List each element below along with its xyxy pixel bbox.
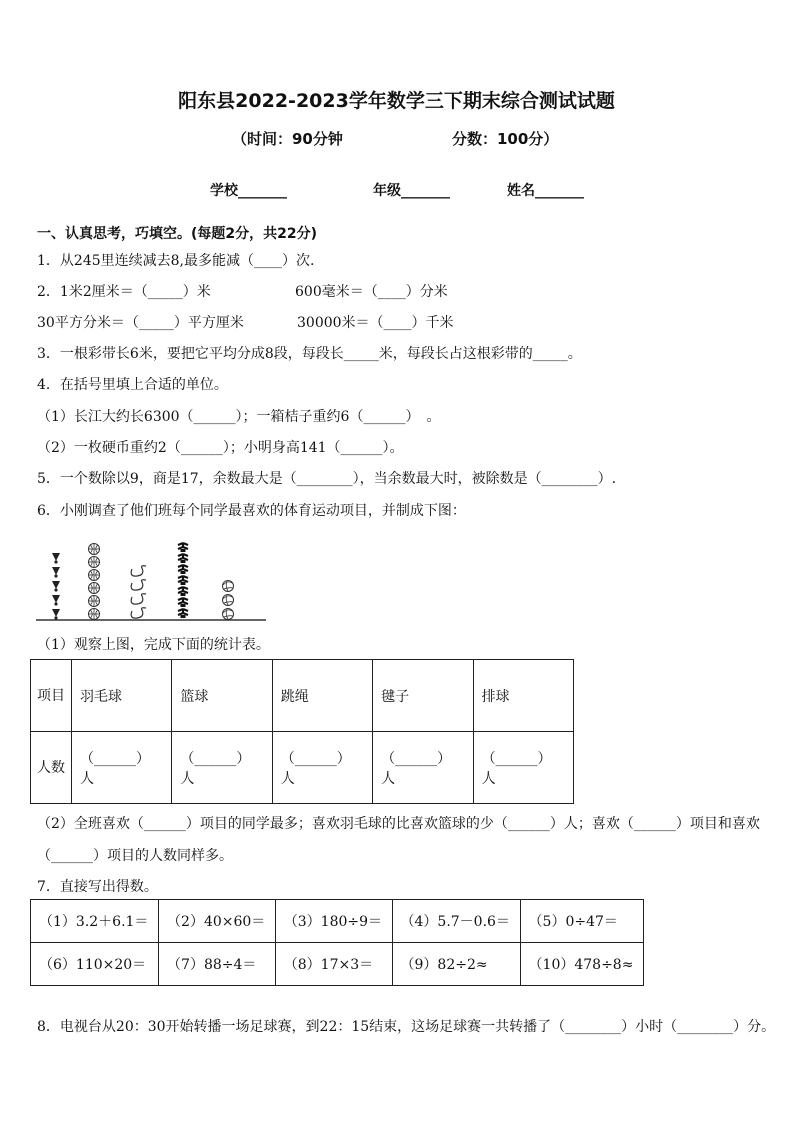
calc-cell[interactable]: （10）478÷8≈ [520, 943, 643, 986]
question-8: 8．电视台从20：30开始转播一场足球赛，到22：15结束，这场足球赛一共转播了（________）小时（________）分。 [37, 1019, 776, 1035]
question-5: 5．一个数除以9，商是17，余数最大是（________），当余数最大时，被除数是（________）. [37, 471, 617, 487]
calc-cell[interactable]: （8）17×3＝ [275, 943, 392, 986]
shuttlecock-icon [52, 595, 60, 606]
exam-score: 分数：100分） [452, 130, 559, 148]
calc-cell[interactable]: （1）3.2＋6.1＝ [31, 900, 159, 943]
jianzi-icon [178, 609, 188, 618]
question-4: 4．在括号里填上合适的单位。 [37, 377, 228, 393]
question-7: 7．直接写出得数。 [37, 879, 158, 895]
calc-cell[interactable]: （6）110×20＝ [31, 943, 159, 986]
badminton-count-blank[interactable]: （______）人 [72, 732, 172, 804]
basketball-icon [89, 544, 100, 555]
table-header-basketball: 篮球 [172, 660, 272, 732]
question-6-2a: （2）全班喜欢（______）项目的同学最多；喜欢羽毛球的比喜欢篮球的少（______）人；喜欢（______）项目和喜欢 [37, 816, 760, 832]
jianzi-icon [178, 576, 188, 585]
question-3: 3．一根彩带长6米，要把它平均分成8段，每段长_____米，每段长占这根彩带的_____。 [37, 346, 582, 362]
jump-rope-icon [131, 580, 146, 590]
volleyball-icon [223, 595, 234, 606]
jianzi-icon [178, 565, 188, 574]
table-row-label-count: 人数 [31, 732, 72, 804]
shuttlecock-icon [52, 609, 60, 620]
basketball-icon [89, 596, 100, 607]
table-header-item: 项目 [31, 660, 72, 732]
jump-rope-icon [131, 566, 146, 576]
shuttlecock-icon [52, 567, 60, 578]
calculation-table [30, 899, 644, 986]
page-title: 阳东县2022-2023学年数学三下期末综合测试试题 [178, 90, 615, 112]
question-2c: 30平方分米＝（_____）平方厘米 [37, 315, 244, 331]
volleyball-icon [223, 581, 234, 592]
calc-cell[interactable]: （4）5.7－0.6＝ [392, 900, 520, 943]
table-header-badminton: 羽毛球 [72, 660, 172, 732]
calc-cell[interactable]: （9）82÷2≈ [392, 943, 520, 986]
table-header-volleyball: 排球 [473, 660, 573, 732]
calc-cell[interactable]: （2）40×60＝ [159, 900, 276, 943]
jump-rope-icon [131, 594, 146, 604]
jianzi-icon [178, 543, 188, 552]
question-6: 6．小刚调查了他们班每个同学最喜欢的体育运动项目，并制成下图： [37, 503, 466, 519]
question-1: 1．从245里连续减去8,最多能减（____）次. [37, 253, 315, 269]
question-4-2: （2）一枚硬币重约2（______）；小明身高141（______）。 [37, 440, 404, 456]
jump-rope-count-blank[interactable]: （______）人 [272, 732, 372, 804]
calc-cell[interactable]: （5）0÷47＝ [520, 900, 643, 943]
exam-time: （时间：90分钟 [232, 130, 343, 148]
table-header-jianzi: 毽子 [373, 660, 473, 732]
basketball-count-blank[interactable]: （______）人 [172, 732, 272, 804]
name-field[interactable]: 姓名_______ [507, 183, 584, 199]
jump-rope-icon [131, 608, 146, 618]
calc-cell[interactable]: （7）88÷4＝ [159, 943, 276, 986]
basketball-icon [89, 557, 100, 568]
jianzi-count-blank[interactable]: （______）人 [373, 732, 473, 804]
jianzi-icon [178, 554, 188, 563]
calc-cell[interactable]: （3）180÷9＝ [275, 900, 392, 943]
grade-field[interactable]: 年级_______ [373, 183, 450, 199]
basketball-icon [89, 609, 100, 620]
basketball-icon [89, 583, 100, 594]
question-6-2b: （______）项目的人数同样多。 [37, 848, 233, 864]
sports-pictograph [36, 528, 266, 624]
volleyball-icon [223, 609, 234, 620]
volleyball-count-blank[interactable]: （______）人 [473, 732, 573, 804]
school-field[interactable]: 学校_______ [210, 183, 287, 199]
question-6-1: （1）观察上图，完成下面的统计表。 [37, 637, 270, 653]
basketball-icon [89, 570, 100, 581]
question-2b: 600毫米＝（____）分米 [295, 284, 448, 300]
section-heading: 一、认真思考，巧填空。(每题2分，共22分) [37, 226, 318, 242]
table-header-jump-rope: 跳绳 [272, 660, 372, 732]
statistics-table [30, 659, 574, 804]
jianzi-icon [178, 598, 188, 607]
question-4-1: （1）长江大约长6300（______）；一箱桔子重约6（______） 。 [37, 409, 441, 425]
question-2a: 2．1米2厘米＝（_____）米 [37, 284, 211, 300]
question-2d: 30000米＝（____）千米 [297, 315, 454, 331]
jianzi-icon [178, 587, 188, 596]
shuttlecock-icon [52, 553, 60, 564]
shuttlecock-icon [52, 581, 60, 592]
